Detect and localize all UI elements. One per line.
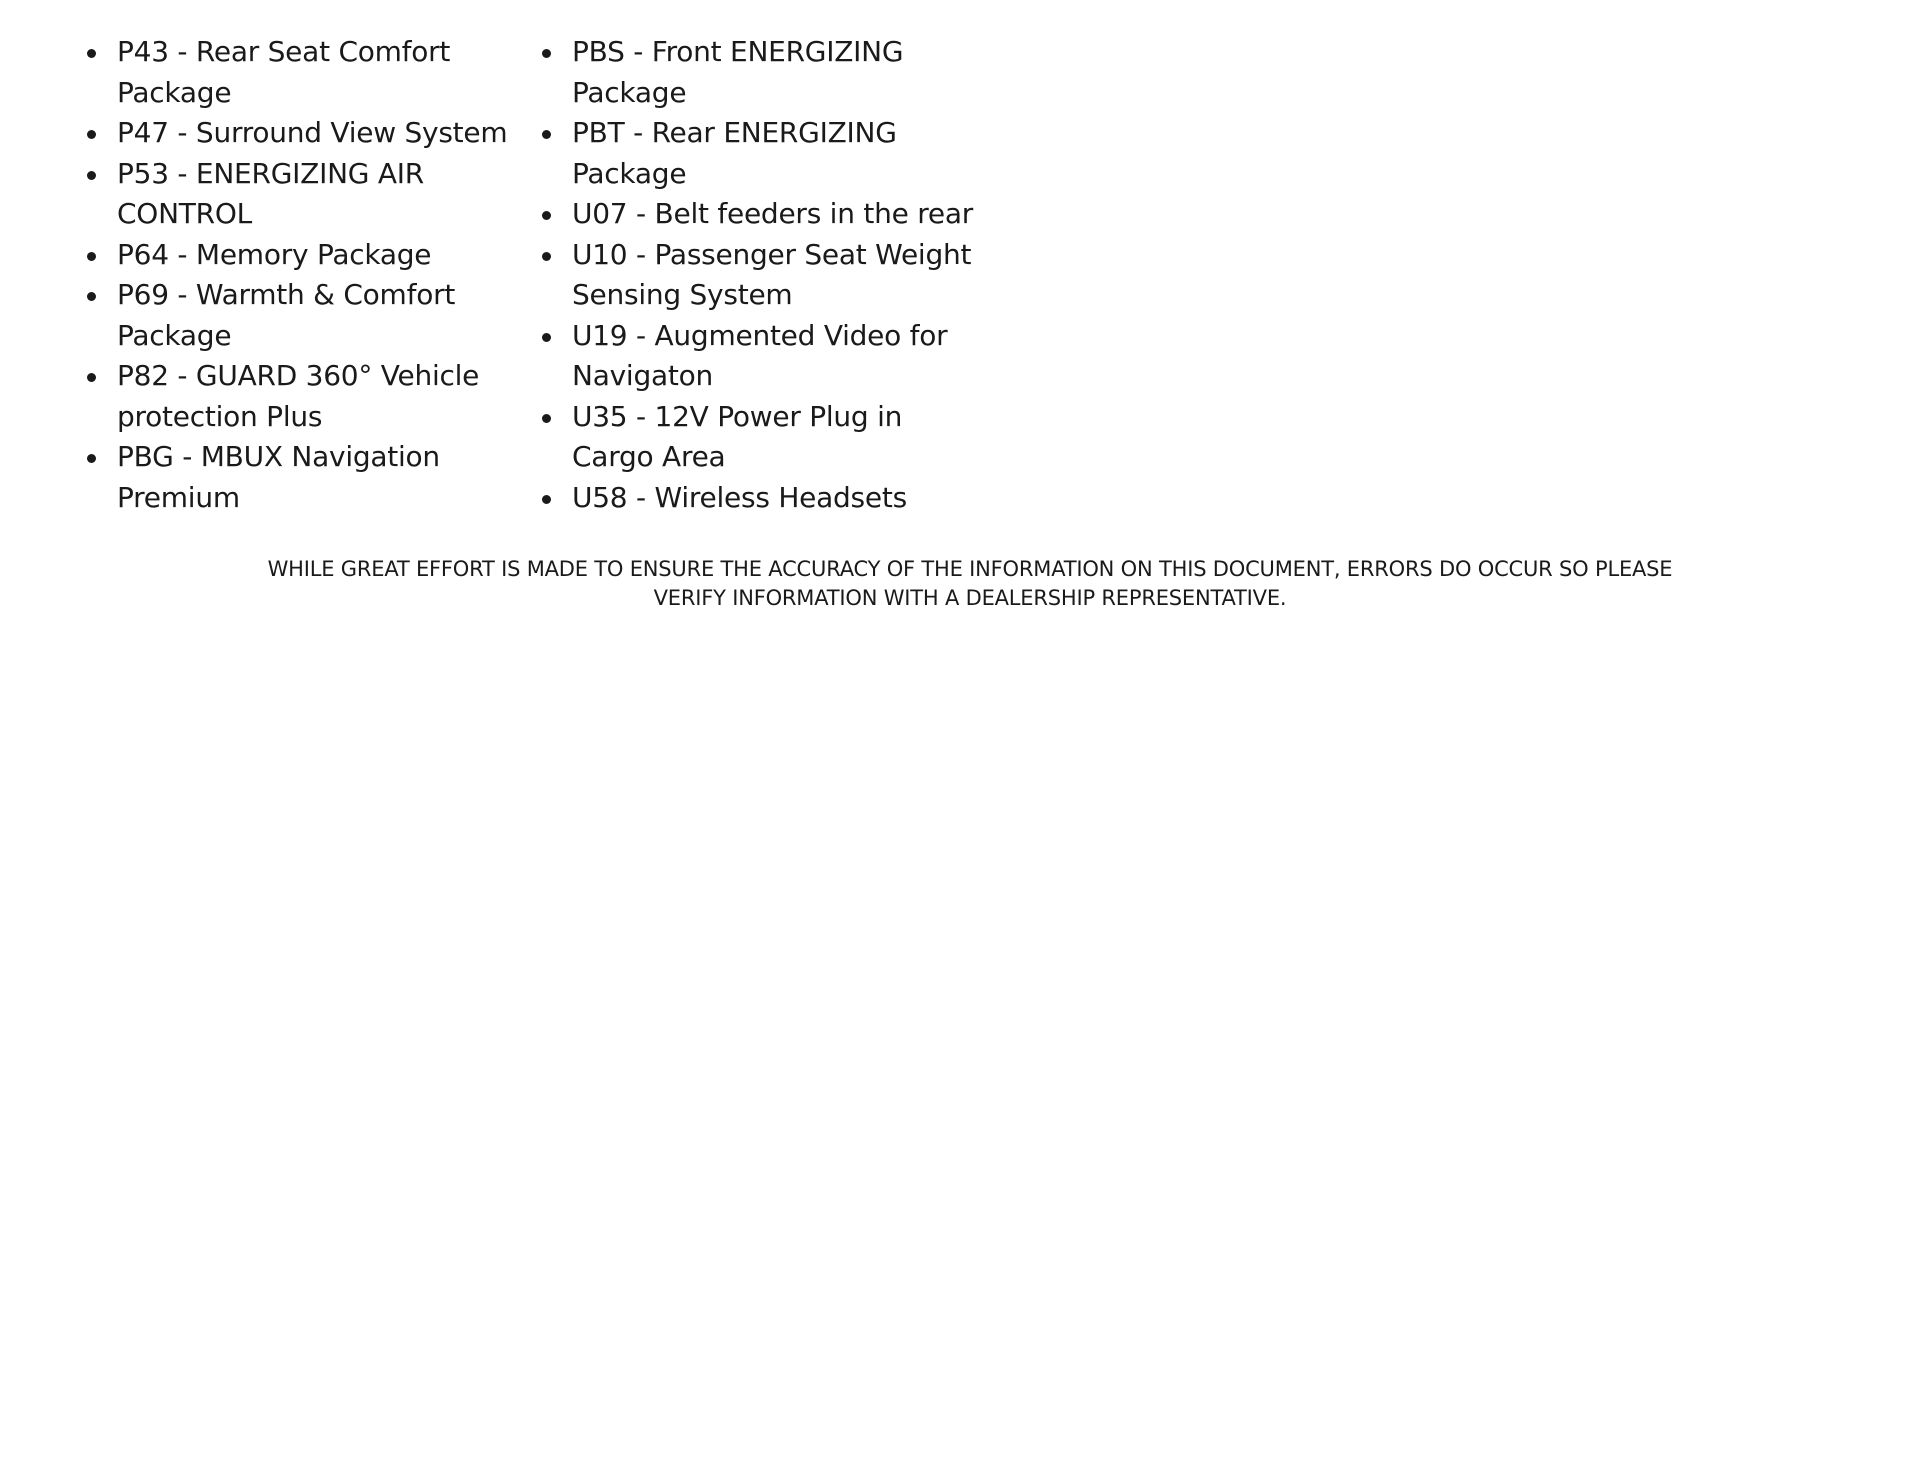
list-item: U58 - Wireless Headsets xyxy=(535,478,975,519)
options-column-1 xyxy=(80,32,510,518)
list-item: U19 - Augmented Video for Navigaton xyxy=(535,316,975,397)
options-column-2 xyxy=(535,32,975,518)
list-item: P82 - GUARD 360° Vehicle protection Plus xyxy=(80,356,510,437)
list-item: PBG - MBUX Navigation Premium xyxy=(80,437,510,518)
disclaimer-text xyxy=(0,555,1920,613)
list-item: PBS - Front ENERGIZING Package xyxy=(535,32,975,113)
disclaimer-line-1: WHILE GREAT EFFORT IS MADE TO ENSURE THE ACCURACY OF THE INFORMATION ON THIS DOCUMENT, ERRORS DO OCCUR SO PLEASE xyxy=(267,557,1673,581)
list-item: U07 - Belt feeders in the rear xyxy=(535,194,975,235)
list-item: P64 - Memory Package xyxy=(80,235,510,276)
list-item: PBT - Rear ENERGIZING Package xyxy=(535,113,975,194)
list-item: P53 - ENERGIZING AIR CONTROL xyxy=(80,154,510,235)
list-item: P47 - Surround View System xyxy=(80,113,510,154)
list-item: P69 - Warmth & Comfort Package xyxy=(80,275,510,356)
list-item: U35 - 12V Power Plug in Cargo Area xyxy=(535,397,975,478)
disclaimer-line-2: VERIFY INFORMATION WITH A DEALERSHIP REPRESENTATIVE. xyxy=(653,586,1287,610)
list-item: U10 - Passenger Seat Weight Sensing System xyxy=(535,235,975,316)
list-item: P43 - Rear Seat Comfort Package xyxy=(80,32,510,113)
